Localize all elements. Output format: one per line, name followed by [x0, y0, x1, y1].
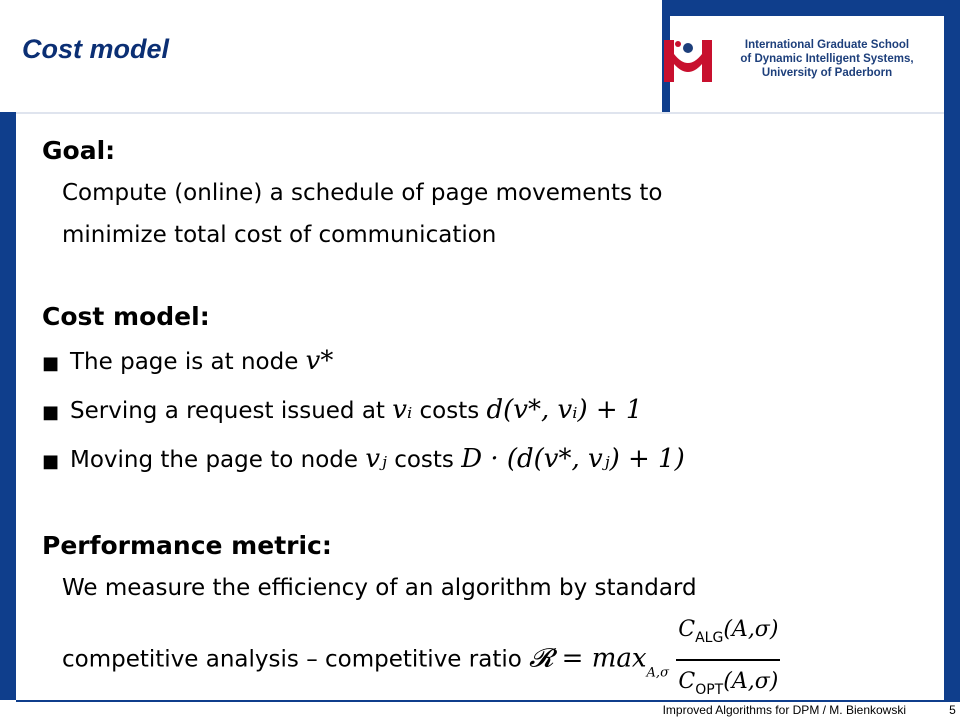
bullet-text: costs	[419, 398, 480, 424]
header-top-bar	[662, 0, 944, 16]
math-expression: vᵢ	[392, 395, 413, 425]
bullet-text: Moving the page to node	[70, 447, 359, 473]
bullet-text: The page is at node	[70, 349, 299, 375]
goal-heading: Goal:	[42, 136, 116, 165]
ratio-under: A,σ	[646, 665, 669, 681]
math-expression: D · (d(v*, vⱼ) + 1)	[461, 444, 685, 474]
goal-line: Compute (online) a schedule of page movements to	[62, 180, 663, 206]
school-line: International Graduate School	[744, 39, 910, 51]
performance-text: competitive analysis – competitive ratio	[62, 646, 522, 673]
ratio-lhs: 𝓡 = max	[529, 643, 647, 674]
school-line: University of Paderborn	[761, 67, 893, 79]
spacer	[42, 485, 932, 525]
page-number: 5	[949, 703, 956, 717]
math-expression: vⱼ	[365, 444, 387, 474]
bullet-text: costs	[394, 447, 454, 473]
performance-line	[42, 609, 932, 711]
header-divider	[16, 112, 944, 114]
footer-text: Improved Algorithms for DPM / M. Bienkowski	[662, 703, 906, 717]
school-name	[722, 38, 932, 80]
ratio-fraction	[676, 609, 780, 711]
slide-content	[42, 130, 932, 711]
slide-title: Cost model	[22, 34, 170, 64]
right-accent-bar	[944, 0, 960, 700]
ratio-denominator: $C_{OPT}(A,\sigma)$	[678, 669, 779, 698]
math-expression: v*	[305, 346, 334, 376]
university-logo-icon	[662, 36, 714, 86]
school-line: of Dynamic Intelligent Systems,	[740, 53, 914, 65]
bullet-text: Serving a request issued at	[70, 398, 385, 424]
performance-line: We measure the efficiency of an algorithm by standard	[62, 575, 697, 601]
left-accent-bar	[0, 112, 16, 700]
bullet-square-icon: ■	[42, 402, 60, 423]
performance-heading: Performance metric:	[42, 531, 332, 560]
cost-model-heading: Cost model:	[42, 302, 210, 331]
math-expression: d(v*, vᵢ) + 1	[486, 395, 643, 425]
footer-divider	[16, 700, 960, 702]
spacer	[42, 256, 932, 296]
goal-line: minimize total cost of communication	[62, 222, 497, 248]
ratio-numerator: $C_{ALG}(A,\sigma)$	[676, 609, 780, 661]
bullet-square-icon: ■	[42, 353, 60, 374]
bullet-item	[42, 387, 932, 436]
bullet-item	[42, 436, 932, 485]
bullet-item	[42, 338, 932, 387]
bullet-square-icon: ■	[42, 451, 60, 472]
